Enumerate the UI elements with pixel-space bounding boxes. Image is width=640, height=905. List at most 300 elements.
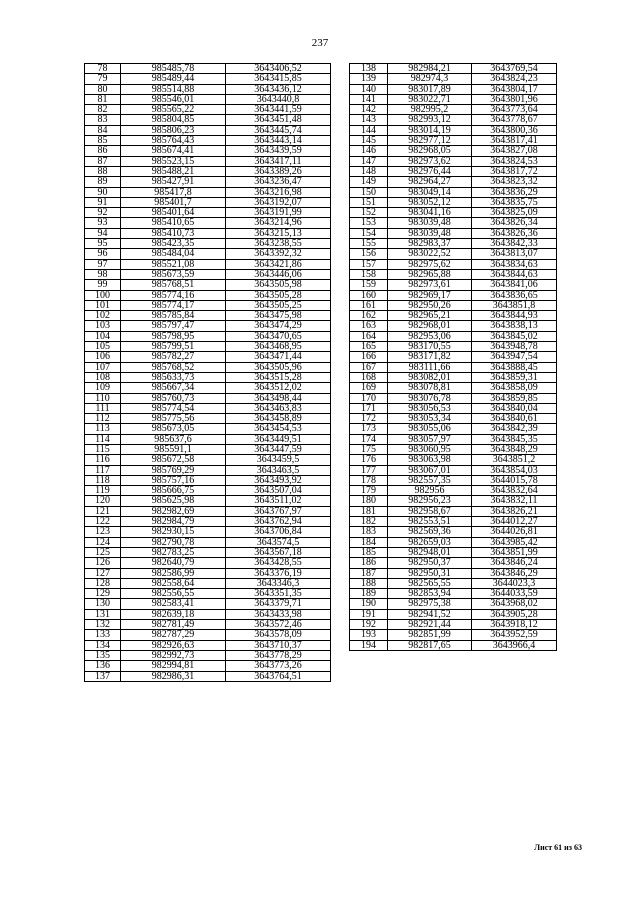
point-number-cell: 91 — [85, 197, 121, 207]
y-coordinate-cell: 3643826,34 — [472, 218, 557, 228]
point-number-cell: 147 — [350, 156, 388, 166]
y-coordinate-cell: 3643851,99 — [472, 547, 557, 557]
table-row — [85, 208, 331, 218]
table-row — [350, 228, 557, 238]
x-coordinate-cell: 985637,6 — [121, 434, 226, 444]
y-coordinate-cell: 3643192,07 — [226, 197, 331, 207]
y-coordinate-cell: 3643445,74 — [226, 125, 331, 135]
table-row — [85, 352, 331, 362]
x-coordinate-cell: 983055,06 — [388, 424, 472, 434]
x-coordinate-cell: 982984,79 — [121, 517, 226, 527]
table-row — [85, 74, 331, 84]
x-coordinate-cell: 982992,73 — [121, 650, 226, 660]
x-coordinate-cell: 982984,21 — [388, 64, 472, 74]
point-number-cell: 192 — [350, 620, 388, 630]
x-coordinate-cell: 982787,29 — [121, 630, 226, 640]
x-coordinate-cell: 982817,65 — [388, 640, 472, 650]
x-coordinate-cell: 983039,48 — [388, 218, 472, 228]
y-coordinate-cell: 3643769,54 — [472, 64, 557, 74]
table-row — [350, 362, 557, 372]
point-number-cell: 137 — [85, 671, 121, 681]
x-coordinate-cell: 985806,23 — [121, 125, 226, 135]
table-row — [85, 465, 331, 475]
table-row — [85, 630, 331, 640]
table-row — [350, 414, 557, 424]
table-row — [85, 259, 331, 269]
x-coordinate-cell: 982993,12 — [388, 115, 472, 125]
table-row — [85, 290, 331, 300]
point-number-cell: 155 — [350, 239, 388, 249]
y-coordinate-cell: 3643824,53 — [472, 156, 557, 166]
point-number-cell: 87 — [85, 156, 121, 166]
point-number-cell: 160 — [350, 290, 388, 300]
point-number-cell: 90 — [85, 187, 121, 197]
table-row — [85, 414, 331, 424]
table-row — [350, 197, 557, 207]
table-row — [350, 208, 557, 218]
x-coordinate-cell: 982995,2 — [388, 105, 472, 115]
point-number-cell: 113 — [85, 424, 121, 434]
table-row — [85, 115, 331, 125]
y-coordinate-cell: 3643567,18 — [226, 547, 331, 557]
x-coordinate-cell: 982968,01 — [388, 321, 472, 331]
point-number-cell: 128 — [85, 578, 121, 588]
table-row — [85, 177, 331, 187]
x-coordinate-cell: 982558,64 — [121, 578, 226, 588]
point-number-cell: 182 — [350, 517, 388, 527]
point-number-cell: 120 — [85, 496, 121, 506]
y-coordinate-cell: 3643836,65 — [472, 290, 557, 300]
table-row — [350, 177, 557, 187]
x-coordinate-cell: 982565,55 — [388, 578, 472, 588]
table-row — [85, 486, 331, 496]
x-coordinate-cell: 985775,56 — [121, 414, 226, 424]
table-row — [85, 249, 331, 259]
point-number-cell: 119 — [85, 486, 121, 496]
y-coordinate-cell: 3643468,95 — [226, 342, 331, 352]
point-number-cell: 115 — [85, 444, 121, 454]
y-coordinate-cell: 3643773,64 — [472, 105, 557, 115]
x-coordinate-cell: 985768,52 — [121, 362, 226, 372]
table-row — [85, 146, 331, 156]
x-coordinate-cell: 985764,43 — [121, 136, 226, 146]
table-row — [85, 517, 331, 527]
y-coordinate-cell: 3643835,75 — [472, 197, 557, 207]
table-row — [85, 187, 331, 197]
point-number-cell: 186 — [350, 558, 388, 568]
x-coordinate-cell: 983014,19 — [388, 125, 472, 135]
y-coordinate-cell: 3643214,96 — [226, 218, 331, 228]
y-coordinate-cell: 3643351,35 — [226, 589, 331, 599]
x-coordinate-cell: 982853,94 — [388, 589, 472, 599]
y-coordinate-cell: 3643846,24 — [472, 558, 557, 568]
table-row — [85, 568, 331, 578]
x-coordinate-cell: 983022,52 — [388, 249, 472, 259]
table-row — [85, 64, 331, 74]
table-row — [350, 496, 557, 506]
table-row — [350, 249, 557, 259]
point-number-cell: 193 — [350, 630, 388, 640]
table-row — [350, 506, 557, 516]
x-coordinate-cell: 985674,41 — [121, 146, 226, 156]
y-coordinate-cell: 3643832,11 — [472, 496, 557, 506]
point-number-cell: 109 — [85, 383, 121, 393]
x-coordinate-cell: 982975,38 — [388, 599, 472, 609]
table-row — [85, 125, 331, 135]
x-coordinate-cell: 982973,62 — [388, 156, 472, 166]
point-number-cell: 85 — [85, 136, 121, 146]
x-coordinate-cell: 985673,59 — [121, 269, 226, 279]
x-coordinate-cell: 983076,78 — [388, 393, 472, 403]
x-coordinate-cell: 982956,23 — [388, 496, 472, 506]
point-number-cell: 141 — [350, 94, 388, 104]
point-number-cell: 194 — [350, 640, 388, 650]
table-row — [350, 84, 557, 94]
x-coordinate-cell: 985546,01 — [121, 94, 226, 104]
x-coordinate-cell: 985410,73 — [121, 228, 226, 238]
point-number-cell: 181 — [350, 506, 388, 516]
y-coordinate-cell: 3643846,29 — [472, 568, 557, 578]
table-row — [350, 239, 557, 249]
point-number-cell: 126 — [85, 558, 121, 568]
table-row — [85, 547, 331, 557]
y-coordinate-cell: 3643832,64 — [472, 486, 557, 496]
x-coordinate-cell: 982950,31 — [388, 568, 472, 578]
y-coordinate-cell: 3643844,93 — [472, 311, 557, 321]
y-coordinate-cell: 3643888,45 — [472, 362, 557, 372]
y-coordinate-cell: 3643824,23 — [472, 74, 557, 84]
point-number-cell: 161 — [350, 300, 388, 310]
y-coordinate-cell: 3643842,33 — [472, 239, 557, 249]
x-coordinate-cell: 985489,44 — [121, 74, 226, 84]
point-number-cell: 185 — [350, 547, 388, 557]
x-coordinate-cell: 985625,98 — [121, 496, 226, 506]
x-coordinate-cell: 982973,61 — [388, 280, 472, 290]
x-coordinate-cell: 985672,58 — [121, 455, 226, 465]
table-row — [85, 599, 331, 609]
y-coordinate-cell: 3643578,09 — [226, 630, 331, 640]
y-coordinate-cell: 3643574,5 — [226, 537, 331, 547]
x-coordinate-cell: 983052,12 — [388, 197, 472, 207]
x-coordinate-cell: 985488,21 — [121, 166, 226, 176]
x-coordinate-cell: 983111,66 — [388, 362, 472, 372]
table-row — [350, 527, 557, 537]
x-coordinate-cell: 985667,34 — [121, 383, 226, 393]
y-coordinate-cell: 3643443,14 — [226, 136, 331, 146]
point-number-cell: 136 — [85, 661, 121, 671]
point-number-cell: 111 — [85, 403, 121, 413]
x-coordinate-cell: 983067,01 — [388, 465, 472, 475]
y-coordinate-cell: 3643826,36 — [472, 228, 557, 238]
point-number-cell: 188 — [350, 578, 388, 588]
point-number-cell: 92 — [85, 208, 121, 218]
y-coordinate-cell: 3643376,19 — [226, 568, 331, 578]
x-coordinate-cell: 982921,44 — [388, 620, 472, 630]
table-row — [350, 578, 557, 588]
y-coordinate-cell: 3643470,65 — [226, 331, 331, 341]
y-coordinate-cell: 3643475,98 — [226, 311, 331, 321]
point-number-cell: 145 — [350, 136, 388, 146]
table-row — [85, 434, 331, 444]
point-number-cell: 143 — [350, 115, 388, 125]
x-coordinate-cell: 982569,36 — [388, 527, 472, 537]
point-number-cell: 102 — [85, 311, 121, 321]
table-row — [350, 630, 557, 640]
x-coordinate-cell: 983060,95 — [388, 444, 472, 454]
point-number-cell: 86 — [85, 146, 121, 156]
point-number-cell: 117 — [85, 465, 121, 475]
point-number-cell: 164 — [350, 331, 388, 341]
x-coordinate-cell: 985757,16 — [121, 475, 226, 485]
point-number-cell: 97 — [85, 259, 121, 269]
y-coordinate-cell: 3643859,85 — [472, 393, 557, 403]
y-coordinate-cell: 3643389,26 — [226, 166, 331, 176]
table-row — [85, 362, 331, 372]
y-coordinate-cell: 3643817,41 — [472, 136, 557, 146]
point-number-cell: 153 — [350, 218, 388, 228]
table-row — [350, 156, 557, 166]
x-coordinate-cell: 982639,18 — [121, 609, 226, 619]
x-coordinate-cell: 985799,51 — [121, 342, 226, 352]
point-number-cell: 157 — [350, 259, 388, 269]
table-row — [350, 94, 557, 104]
table-row — [85, 105, 331, 115]
point-number-cell: 176 — [350, 455, 388, 465]
point-number-cell: 83 — [85, 115, 121, 125]
point-number-cell: 98 — [85, 269, 121, 279]
y-coordinate-cell: 3643392,32 — [226, 249, 331, 259]
x-coordinate-cell: 982958,67 — [388, 506, 472, 516]
table-row — [85, 156, 331, 166]
y-coordinate-cell: 3643858,09 — [472, 383, 557, 393]
y-coordinate-cell: 3643447,59 — [226, 444, 331, 454]
table-row — [350, 259, 557, 269]
table-row — [350, 125, 557, 135]
table-row — [85, 444, 331, 454]
y-coordinate-cell: 3643817,72 — [472, 166, 557, 176]
point-number-cell: 189 — [350, 589, 388, 599]
point-number-cell: 162 — [350, 311, 388, 321]
point-number-cell: 122 — [85, 517, 121, 527]
x-coordinate-cell: 985782,27 — [121, 352, 226, 362]
y-coordinate-cell: 3643845,35 — [472, 434, 557, 444]
point-number-cell: 112 — [85, 414, 121, 424]
x-coordinate-cell: 982659,03 — [388, 537, 472, 547]
x-coordinate-cell: 982781,49 — [121, 620, 226, 630]
point-number-cell: 149 — [350, 177, 388, 187]
table-row — [85, 475, 331, 485]
point-number-cell: 89 — [85, 177, 121, 187]
table-row — [85, 496, 331, 506]
point-number-cell: 183 — [350, 527, 388, 537]
x-coordinate-cell: 983022,71 — [388, 94, 472, 104]
point-number-cell: 133 — [85, 630, 121, 640]
point-number-cell: 191 — [350, 609, 388, 619]
y-coordinate-cell: 3643463,5 — [226, 465, 331, 475]
point-number-cell: 96 — [85, 249, 121, 259]
point-number-cell: 99 — [85, 280, 121, 290]
y-coordinate-cell: 3643459,5 — [226, 455, 331, 465]
x-coordinate-cell: 982969,17 — [388, 290, 472, 300]
table-row — [350, 383, 557, 393]
point-number-cell: 179 — [350, 486, 388, 496]
point-number-cell: 175 — [350, 444, 388, 454]
x-coordinate-cell: 982956 — [388, 486, 472, 496]
y-coordinate-cell: 3643379,71 — [226, 599, 331, 609]
x-coordinate-cell: 982994,81 — [121, 661, 226, 671]
point-number-cell: 125 — [85, 547, 121, 557]
x-coordinate-cell: 982950,26 — [388, 300, 472, 310]
point-number-cell: 82 — [85, 105, 121, 115]
y-coordinate-cell: 3643471,44 — [226, 352, 331, 362]
x-coordinate-cell: 985410,65 — [121, 218, 226, 228]
x-coordinate-cell: 982968,05 — [388, 146, 472, 156]
point-number-cell: 140 — [350, 84, 388, 94]
x-coordinate-cell: 985633,73 — [121, 372, 226, 382]
y-coordinate-cell: 3643236,47 — [226, 177, 331, 187]
point-number-cell: 167 — [350, 362, 388, 372]
x-coordinate-cell: 985666,75 — [121, 486, 226, 496]
x-coordinate-cell: 985797,47 — [121, 321, 226, 331]
x-coordinate-cell: 985401,7 — [121, 197, 226, 207]
table-row — [85, 558, 331, 568]
x-coordinate-cell: 983057,97 — [388, 434, 472, 444]
x-coordinate-cell: 985798,95 — [121, 331, 226, 341]
y-coordinate-cell: 3643428,55 — [226, 558, 331, 568]
x-coordinate-cell: 985484,04 — [121, 249, 226, 259]
x-coordinate-cell: 983049,14 — [388, 187, 472, 197]
table-row — [350, 599, 557, 609]
y-coordinate-cell: 3643800,36 — [472, 125, 557, 135]
x-coordinate-cell: 982974,3 — [388, 74, 472, 84]
y-coordinate-cell: 3643905,28 — [472, 609, 557, 619]
y-coordinate-cell: 3643966,4 — [472, 640, 557, 650]
table-row — [350, 465, 557, 475]
x-coordinate-cell: 985521,08 — [121, 259, 226, 269]
y-coordinate-cell: 3644023,3 — [472, 578, 557, 588]
table-row — [85, 372, 331, 382]
table-row — [85, 537, 331, 547]
y-coordinate-cell: 3643804,17 — [472, 84, 557, 94]
table-row — [85, 136, 331, 146]
x-coordinate-cell: 982851,99 — [388, 630, 472, 640]
y-coordinate-cell: 3643415,85 — [226, 74, 331, 84]
y-coordinate-cell: 3643191,99 — [226, 208, 331, 218]
point-number-cell: 139 — [350, 74, 388, 84]
table-row — [85, 455, 331, 465]
table-row — [85, 671, 331, 681]
table-row — [350, 434, 557, 444]
y-coordinate-cell: 3643572,46 — [226, 620, 331, 630]
table-row — [350, 290, 557, 300]
point-number-cell: 187 — [350, 568, 388, 578]
y-coordinate-cell: 3643505,28 — [226, 290, 331, 300]
y-coordinate-cell: 3643778,67 — [472, 115, 557, 125]
x-coordinate-cell: 983041,16 — [388, 208, 472, 218]
table-row — [85, 650, 331, 660]
table-row — [350, 424, 557, 434]
table-row — [350, 280, 557, 290]
x-coordinate-cell: 982976,44 — [388, 166, 472, 176]
table-row — [350, 342, 557, 352]
point-number-cell: 152 — [350, 208, 388, 218]
point-number-cell: 132 — [85, 620, 121, 630]
point-number-cell: 131 — [85, 609, 121, 619]
x-coordinate-cell: 985774,16 — [121, 290, 226, 300]
table-row — [85, 269, 331, 279]
table-row — [85, 403, 331, 413]
table-row — [350, 321, 557, 331]
point-number-cell: 127 — [85, 568, 121, 578]
point-number-cell: 172 — [350, 414, 388, 424]
table-row — [350, 547, 557, 557]
y-coordinate-cell: 3643440,8 — [226, 94, 331, 104]
page-number: 237 — [311, 37, 329, 49]
table-row — [350, 218, 557, 228]
x-coordinate-cell: 985760,73 — [121, 393, 226, 403]
y-coordinate-cell: 3643851,8 — [472, 300, 557, 310]
y-coordinate-cell: 3643512,02 — [226, 383, 331, 393]
table-row — [350, 146, 557, 156]
y-coordinate-cell: 3643474,29 — [226, 321, 331, 331]
y-coordinate-cell: 3644012,27 — [472, 517, 557, 527]
table-row — [350, 136, 557, 146]
x-coordinate-cell: 982964,27 — [388, 177, 472, 187]
point-number-cell: 104 — [85, 331, 121, 341]
point-number-cell: 166 — [350, 352, 388, 362]
y-coordinate-cell: 3643439,59 — [226, 146, 331, 156]
x-coordinate-cell: 982586,99 — [121, 568, 226, 578]
y-coordinate-cell: 3643463,83 — [226, 403, 331, 413]
y-coordinate-cell: 3643449,51 — [226, 434, 331, 444]
y-coordinate-cell: 3643842,39 — [472, 424, 557, 434]
y-coordinate-cell: 3643511,02 — [226, 496, 331, 506]
x-coordinate-cell: 985565,22 — [121, 105, 226, 115]
y-coordinate-cell: 3643838,13 — [472, 321, 557, 331]
y-coordinate-cell: 3643836,29 — [472, 187, 557, 197]
point-number-cell: 142 — [350, 105, 388, 115]
point-number-cell: 170 — [350, 393, 388, 403]
y-coordinate-cell: 3643985,42 — [472, 537, 557, 547]
point-number-cell: 138 — [350, 64, 388, 74]
table-row — [350, 393, 557, 403]
table-row — [85, 661, 331, 671]
table-row — [350, 640, 557, 650]
table-row — [85, 620, 331, 630]
point-number-cell: 177 — [350, 465, 388, 475]
x-coordinate-cell: 985514,88 — [121, 84, 226, 94]
point-number-cell: 130 — [85, 599, 121, 609]
point-number-cell: 107 — [85, 362, 121, 372]
y-coordinate-cell: 3643762,94 — [226, 517, 331, 527]
point-number-cell: 124 — [85, 537, 121, 547]
point-number-cell: 171 — [350, 403, 388, 413]
coordinates-table-left-body — [85, 64, 331, 682]
y-coordinate-cell: 3643841,06 — [472, 280, 557, 290]
point-number-cell: 178 — [350, 475, 388, 485]
x-coordinate-cell: 985427,91 — [121, 177, 226, 187]
x-coordinate-cell: 985769,29 — [121, 465, 226, 475]
point-number-cell: 110 — [85, 393, 121, 403]
point-number-cell: 184 — [350, 537, 388, 547]
table-row — [85, 300, 331, 310]
x-coordinate-cell: 982556,55 — [121, 589, 226, 599]
point-number-cell: 81 — [85, 94, 121, 104]
point-number-cell: 123 — [85, 527, 121, 537]
point-number-cell: 144 — [350, 125, 388, 135]
y-coordinate-cell: 3643238,55 — [226, 239, 331, 249]
y-coordinate-cell: 3643454,53 — [226, 424, 331, 434]
